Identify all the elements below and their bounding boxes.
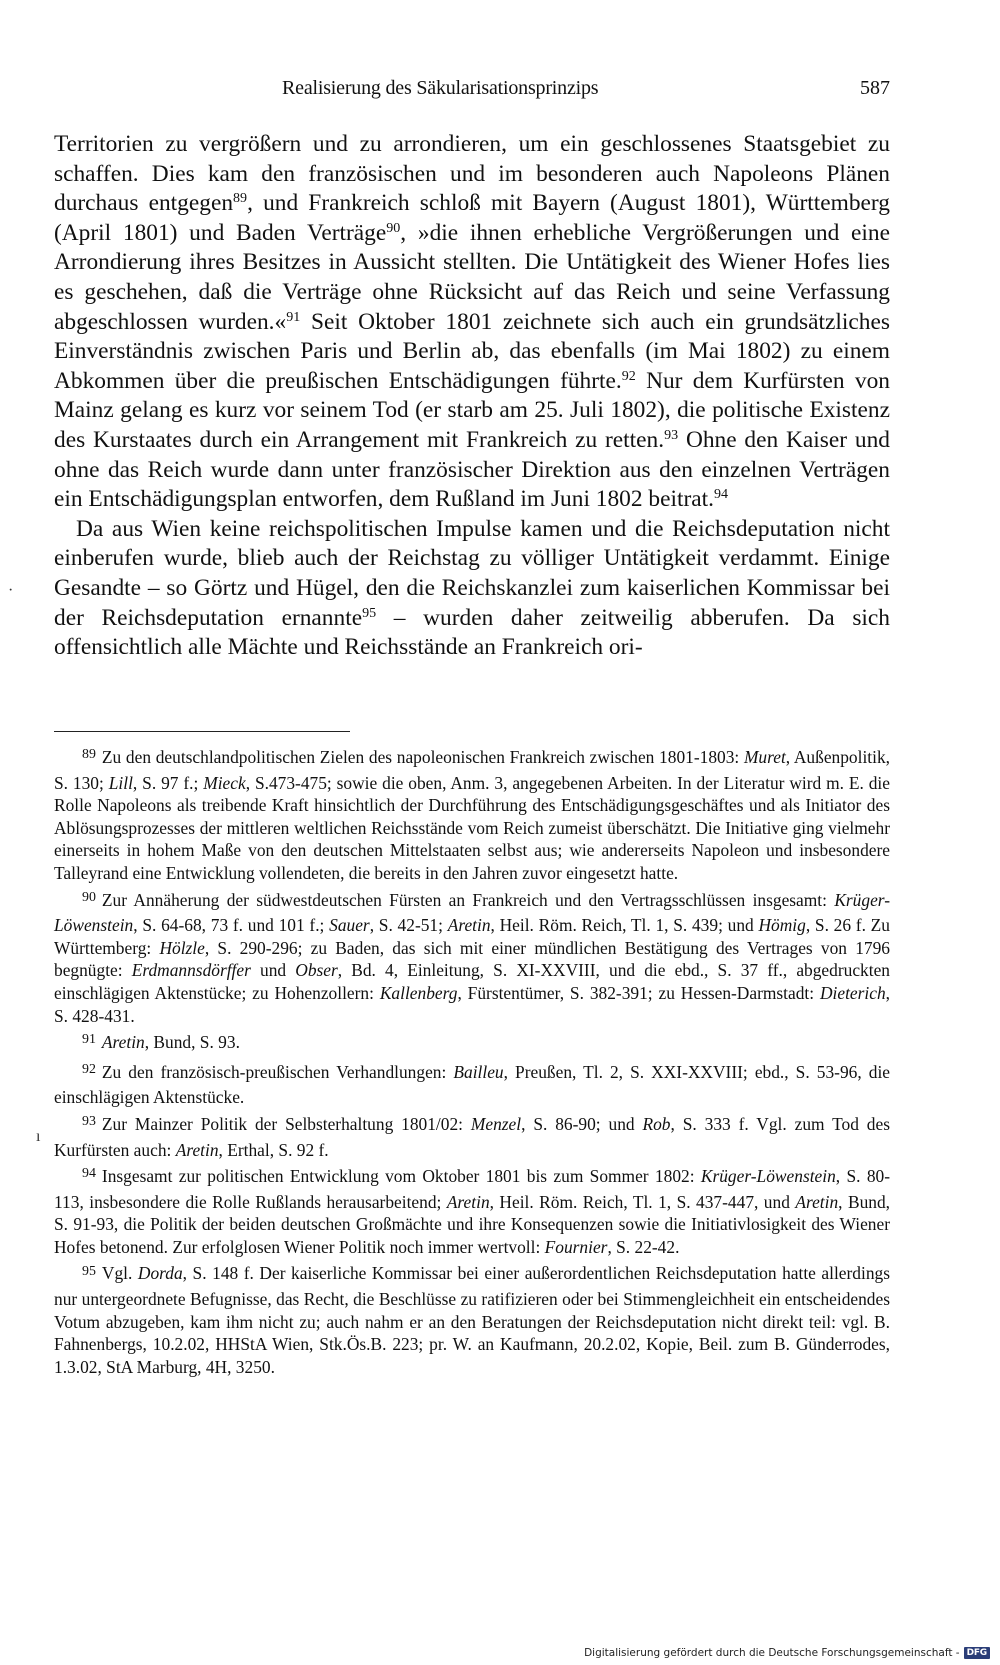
footnote-text: , S. 97 f.;	[132, 772, 204, 793]
footnote-90	[54, 889, 890, 1028]
footnote-91	[54, 1031, 890, 1057]
footnote-ref: 94	[714, 486, 729, 503]
footnote-text: , S. 290-296; zu Baden, das sich mit einer mündlichen Bestätigung des Vertrages von 1796 begnügte:	[54, 937, 890, 981]
author-name: Lill	[108, 772, 133, 793]
margin-dot: ·	[8, 582, 14, 599]
footnote-text: , Bund, S. 93.	[144, 1032, 240, 1053]
footnote-text: , Außenpolitik, S. 130;	[54, 747, 890, 793]
footnote-number: 93	[82, 1114, 96, 1130]
footnote-text: , Heil. Röm. Reich, Tl. 1, S. 437-447, und	[489, 1191, 796, 1212]
author-name: Kallenberg	[379, 982, 458, 1003]
author-name: Rob	[642, 1113, 671, 1134]
footnote-text: , Fürstentümer, S. 382-391; zu Hessen-Darmstadt:	[457, 982, 820, 1003]
author-name: Dorda	[137, 1263, 183, 1284]
footnote-ref: 91	[286, 308, 301, 325]
footnote-number: 95	[82, 1263, 96, 1279]
author-name: Erdmannsdörffer	[131, 960, 251, 981]
footnote-92	[54, 1061, 890, 1109]
author-name: Bailleu	[453, 1061, 504, 1082]
footnote-text: Insgesamt zur politischen Entwicklung vom Oktober 1801 bis zum Sommer 1802:	[101, 1166, 701, 1187]
dfg-logo: DFG	[964, 1647, 990, 1659]
text-run: , und Frankreich schloß mit Bayern (August 1801), Württemberg (April 1801) und Baden Verträge	[54, 190, 890, 246]
footnote-number: 91	[82, 1032, 96, 1048]
footnote-text: , Bund, S. 91-93, die Politik der beiden deutschen Großmächte und ihre Konsequenzen sowie die Initiativlosigkeit des Wiener Hofes betonend. Zur erfolglosen Wiener Politik noch immer wertvoll:	[54, 1191, 891, 1257]
footnote-text: Zur Annäherung der südwestdeutschen Fürsten an Frankreich und den Vertragsschlüssen insgesamt:	[101, 889, 835, 910]
footnote-text: und	[250, 960, 296, 981]
footnote-89	[54, 746, 890, 885]
main-text	[54, 130, 890, 663]
footnote-text: , S. 428-431.	[54, 982, 891, 1026]
footnote-95	[54, 1262, 890, 1378]
footnote-number: 94	[82, 1166, 96, 1182]
footnote-text: , S. 333 f. Vgl. zum Tod des Kurfürsten auch:	[54, 1113, 890, 1160]
footnote-number: 92	[82, 1061, 96, 1077]
page-number: 587	[860, 77, 890, 99]
footnote-text: , S. 22-42.	[607, 1236, 680, 1257]
text-run: Nur dem Kurfürsten von Mainz gelang es kurz vor seinem Tod (er starb am 25. Juli 1802), die politische Existenz des Kurstaates durch ein Arrangement mit Frankreich zu retten.	[54, 367, 890, 453]
footnote-ref: 89	[233, 190, 248, 207]
footnote-text: , Erthal, S. 92 f.	[218, 1139, 329, 1160]
text-run: , »die ihnen erhebliche Vergrößerungen und eine Arrondierung ihres Besitzes in Aussicht stellten. Die Untätigkeit des Wiener Hofes lies es geschehen, daß die Verträge ohne Rücksicht auf das Reich und seine Verfassung abgeschlossen wurden.«	[54, 219, 890, 335]
author-name: Obser	[295, 960, 338, 981]
author-name: Aretin	[447, 915, 491, 936]
author-name: Aretin	[446, 1191, 490, 1212]
author-name: Mieck	[203, 772, 246, 793]
author-name: Fournier	[544, 1236, 608, 1257]
footnote-text: , S.473-475; sowie die oben, Anm. 3, angegebenen Arbeiten. In der Literatur wird m. E. die Rolle Napoleons als treibende Kraft hinsichtlich der Durchführung des Entschädigungsgeschäftes und als Initiator des Ablösungsprozesses der mittleren weltlichen Reichsstände vom Reich zumeist überschätzt. Die Initiative ging vielmehr einerseits in hohem Maße von den deutschen Mittelstaaten selbst aus; wie andererseits Napoleon und insbesondere Talleyrand eine Entwicklung vollendeten, die bereits in den Jahren zuvor eingesetzt hatte.	[54, 772, 890, 883]
text-run: Da aus Wien keine reichspolitischen Impulse kamen und die Reichsdeputation nicht einberufen wurde, blieb auch der Reichstag zu völliger Untätigkeit verdammt. Einige Gesandte – so Görtz und Hügel, den die Reichskanzlei zum kaiserlichen Kommissar bei der Reichsdeputation ernannte	[54, 515, 890, 631]
author-name: Muret	[743, 747, 786, 767]
text-run: Territorien zu vergrößern und zu arrondieren, um ein geschlossenes Staatsgebiet zu schaffen. Dies kam den französischen und im besonderen auch Napoleons Plänen durchaus entgegen	[54, 131, 890, 217]
author-name: Dieterich	[819, 982, 886, 1003]
footnote-text: , S. 42-51;	[369, 915, 448, 936]
footnote-text: , S. 26 f. Zu Württemberg:	[54, 915, 890, 958]
footnote-ref: 90	[386, 220, 401, 237]
paragraph	[54, 515, 890, 663]
footnote-ref: 95	[362, 604, 377, 621]
author-name: Krüger-Löwenstein	[54, 889, 890, 936]
text-run: Ohne den Kaiser und ohne das Reich wurde dann unter französischer Direktion aus den einzelnen Verträgen ein Entschädigungsplan entworfen, dem Rußland im Juni 1802 beitrat.	[54, 426, 890, 513]
footnote-93	[54, 1113, 890, 1161]
author-name: Sauer	[329, 915, 370, 936]
author-name: Menzel	[470, 1113, 522, 1134]
footnote-text: , Preußen, Tl. 2, S. XXI-XXVIII; ebd., S. 53-96, die einschlägigen Aktenstücke.	[54, 1061, 890, 1108]
text-run: Seit Oktober 1801 zeichnete sich auch ein grundsätzliches Einverständnis zwischen Paris und Berlin ab, das ebenfalls (im Mai 1802) zu einem Abkommen über die preußischen Entschädigungen führte.	[54, 308, 890, 394]
footnote-separator	[54, 731, 350, 732]
footnote-text: , S. 80-113, insbesondere die Rolle Rußlands herausarbeitend;	[54, 1166, 890, 1212]
margin-tick: ı	[36, 1128, 41, 1145]
footnote-94	[54, 1165, 890, 1258]
author-name: Aretin	[101, 1032, 145, 1053]
paragraph	[54, 130, 890, 515]
author-name: Aretin	[175, 1139, 219, 1160]
footnote-text: , Heil. Röm. Reich, Tl. 1, S. 439; und	[490, 915, 759, 936]
credit-text: Digitalisierung gefördert durch die Deutsche Forschungsgemeinschaft -	[584, 1647, 960, 1659]
digitization-credit	[584, 1647, 990, 1659]
footnote-text: Vgl.	[101, 1263, 138, 1284]
running-title: Realisierung des Säkularisationsprinzips	[282, 77, 599, 99]
footnote-text: , S. 64-68, 73 f. und 101 f.;	[133, 915, 330, 936]
footnote-text: Zur Mainzer Politik der Selbsterhaltung 1801/02:	[101, 1113, 471, 1134]
footnote-text: , S. 148 f. Der kaiserliche Kommissar bei einer außerordentlichen Reichsdeputation hatte allerdings nur untergeordnete Befugnisse, das Recht, die Beschlüsse zu ratifizieren oder bei Stimmengleichheit ein entscheidendes Votum abzugeben, kam ihm nicht zu; auch nahm er an den Beratungen der Reichsdeputation nicht direkt teil: vgl. B. Fahnenbergs, 10.2.02, HHStA Wien, Stk.Ös.B. 223; pr. W. an Kaufmann, 20.2.02, Kopie, Beil. zum B. Günderrodes, 1.3.02, StA Marburg, 4H, 3250.	[54, 1263, 890, 1377]
footnote-number: 90	[82, 889, 96, 905]
footnote-text: Zu den französisch-preußischen Verhandlungen:	[101, 1061, 454, 1082]
footnote-text: , Bd. 4, Einleitung, S. XI-XXVIII, und die ebd., S. 37 ff., abgedruckten einschlägigen Aktenstücke; zu Hohenzollern:	[54, 960, 890, 1003]
author-name: Krüger-Löwenstein	[700, 1166, 836, 1187]
author-name: Hölzle	[159, 937, 205, 958]
text-run: – wurden daher zeitweilig abberufen. Da sich offensichtlich alle Mächte und Reichsstände an Frankreich ori-	[54, 604, 890, 661]
footnote-number: 89	[82, 747, 96, 763]
footnote-text: Zu den deutschlandpolitischen Zielen des napoleonischen Frankreich zwischen 1801-1803:	[101, 747, 744, 767]
footnote-ref: 92	[621, 368, 636, 385]
footnote-ref: 93	[664, 427, 679, 444]
footnotes	[54, 746, 890, 1382]
footnote-text: , S. 86-90; und	[521, 1113, 643, 1134]
author-name: Hömig	[758, 915, 806, 936]
author-name: Aretin	[795, 1191, 839, 1212]
